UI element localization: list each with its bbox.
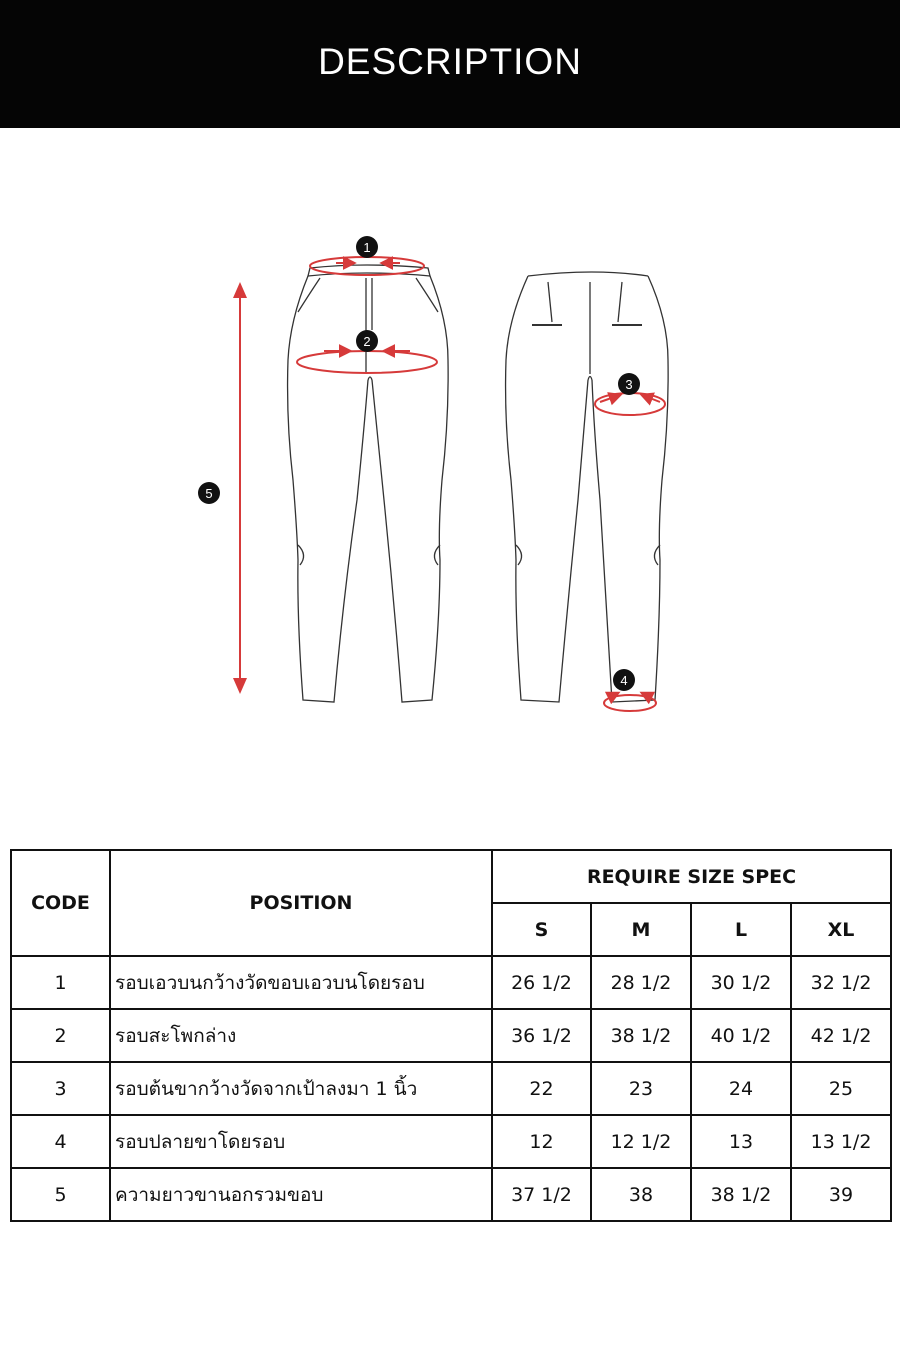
value-cell: 24 bbox=[691, 1062, 791, 1115]
measure-length bbox=[233, 282, 247, 694]
value-cell: 12 1/2 bbox=[591, 1115, 691, 1168]
size-spec-table bbox=[10, 849, 892, 1222]
size-header-s: S bbox=[492, 903, 591, 956]
back-pants-drawing bbox=[506, 272, 669, 702]
code-cell: 2 bbox=[11, 1009, 110, 1062]
header-bar bbox=[0, 0, 900, 128]
value-cell: 23 bbox=[591, 1062, 691, 1115]
value-cell: 42 1/2 bbox=[791, 1009, 891, 1062]
svg-text:4: 4 bbox=[620, 673, 628, 688]
table-row bbox=[11, 1009, 891, 1062]
svg-text:1: 1 bbox=[363, 240, 371, 255]
code-cell: 1 bbox=[11, 956, 110, 1009]
position-cell: รอบเอวบนกว้างวัดขอบเอวบนโดยรอบ bbox=[110, 956, 492, 1009]
value-cell: 40 1/2 bbox=[691, 1009, 791, 1062]
code-cell: 3 bbox=[11, 1062, 110, 1115]
value-cell: 22 bbox=[492, 1062, 591, 1115]
page-title: DESCRIPTION bbox=[318, 41, 582, 82]
marker-1 bbox=[356, 236, 378, 258]
svg-text:2: 2 bbox=[363, 334, 371, 349]
table-row bbox=[11, 1115, 891, 1168]
value-cell: 37 1/2 bbox=[492, 1168, 591, 1221]
value-cell: 26 1/2 bbox=[492, 956, 591, 1009]
position-cell: รอบสะโพกล่าง bbox=[110, 1009, 492, 1062]
value-cell: 12 bbox=[492, 1115, 591, 1168]
pants-diagram bbox=[0, 200, 900, 740]
position-cell: ความยาวขานอกรวมขอบ bbox=[110, 1168, 492, 1221]
table-row bbox=[11, 1168, 891, 1221]
measure-hip bbox=[297, 351, 437, 373]
value-cell: 30 1/2 bbox=[691, 956, 791, 1009]
value-cell: 38 bbox=[591, 1168, 691, 1221]
code-cell: 5 bbox=[11, 1168, 110, 1221]
value-cell: 13 bbox=[691, 1115, 791, 1168]
svg-text:5: 5 bbox=[205, 486, 213, 501]
size-header-xl: XL bbox=[791, 903, 891, 956]
size-header-m: M bbox=[591, 903, 691, 956]
value-cell: 38 1/2 bbox=[691, 1168, 791, 1221]
marker-2 bbox=[356, 330, 378, 352]
position-header: POSITION bbox=[110, 850, 492, 956]
table-row bbox=[11, 956, 891, 1009]
value-cell: 28 1/2 bbox=[591, 956, 691, 1009]
marker-4 bbox=[613, 669, 635, 691]
marker-3 bbox=[618, 373, 640, 395]
size-header-l: L bbox=[691, 903, 791, 956]
code-header: CODE bbox=[11, 850, 110, 956]
value-cell: 13 1/2 bbox=[791, 1115, 891, 1168]
value-cell: 38 1/2 bbox=[591, 1009, 691, 1062]
marker-5 bbox=[198, 482, 220, 504]
value-cell: 25 bbox=[791, 1062, 891, 1115]
table-row bbox=[11, 1062, 891, 1115]
code-cell: 4 bbox=[11, 1115, 110, 1168]
svg-text:3: 3 bbox=[625, 377, 633, 392]
measure-thigh bbox=[595, 393, 665, 415]
value-cell: 39 bbox=[791, 1168, 891, 1221]
spec-header: REQUIRE SIZE SPEC bbox=[492, 850, 891, 903]
position-cell: รอบต้นขากว้างวัดจากเป้าลงมา 1 นิ้ว bbox=[110, 1062, 492, 1115]
value-cell: 32 1/2 bbox=[791, 956, 891, 1009]
value-cell: 36 1/2 bbox=[492, 1009, 591, 1062]
position-cell: รอบปลายขาโดยรอบ bbox=[110, 1115, 492, 1168]
